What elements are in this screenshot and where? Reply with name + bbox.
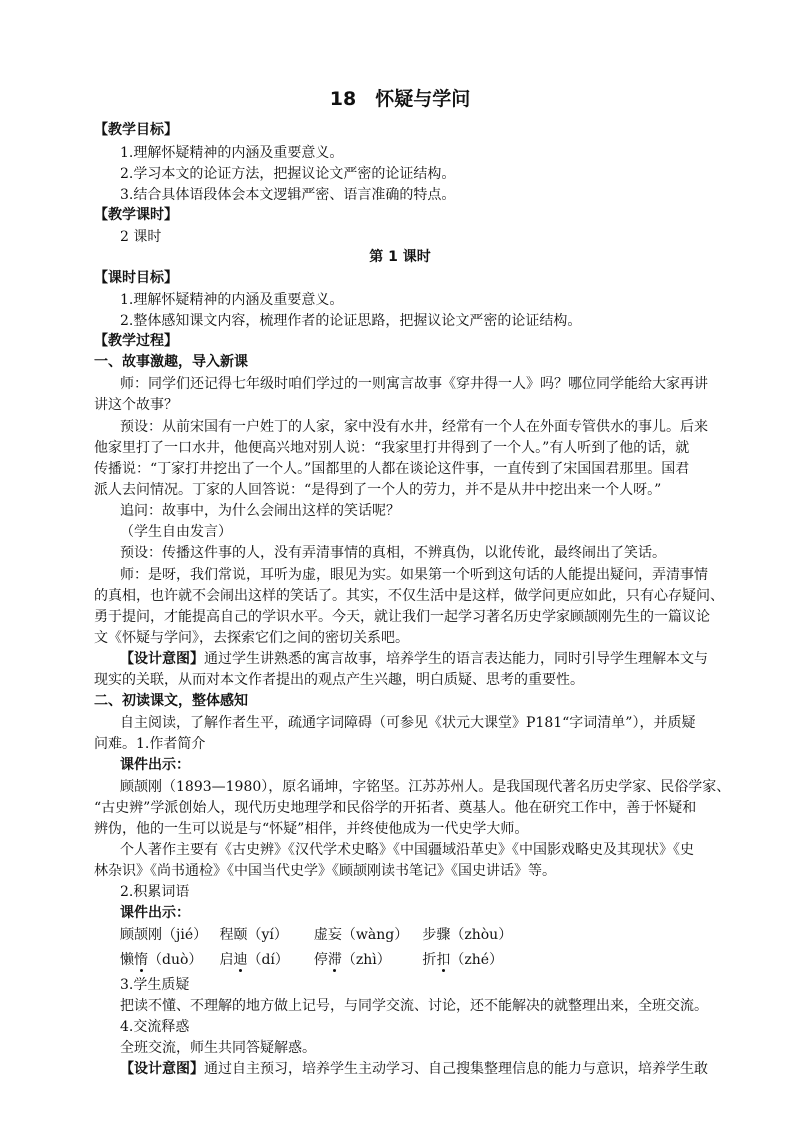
paragraph-line: 文《怀疑与学问》，去探索它们之间的密切关系吧。	[94, 630, 409, 646]
lesson-goal-item: 2.整体感知课文内容，梳理作者的论证思路，把握议论文严密的论证结构。	[120, 313, 582, 329]
section-2-heading: 二、初读课文，整体感知	[94, 693, 248, 709]
vocab-term-text: 折扣（zhé）	[422, 952, 504, 968]
design-intent-line: 现实的关联，从而对本文作者提出的观点产生兴趣，明白质疑、思考的重要性。	[94, 672, 584, 688]
emphasis-dot	[140, 969, 143, 972]
vocab-term: 程颐（yí）	[219, 927, 288, 943]
teaching-goals-heading: 【教学目标】	[94, 122, 178, 138]
paragraph-line: 师：是呀，我们常说，耳听为虚，眼见为实。如果第一个听到这句话的人能提出疑问，弄清事情	[120, 567, 708, 583]
vocab-term	[422, 950, 532, 970]
vocab-term-text: 停滞（zhì）	[313, 952, 391, 968]
courseware-label: 课件出示：	[120, 757, 190, 773]
vocab-term: 虚妄（wàng）	[313, 927, 409, 943]
vocab-term: 顾颉刚（jié）	[120, 927, 208, 943]
vocab-term	[219, 950, 309, 970]
teaching-goal-item: 1.理解怀疑精神的内涵及重要意义。	[120, 145, 344, 161]
step-4-text: 全班交流，师生共同答疑解惑。	[120, 1040, 316, 1056]
vocab-term	[120, 950, 215, 970]
class-hours-value: 2 课时	[120, 229, 162, 245]
author-line: 辨伪，他的一生可以说是与“怀疑”相伴，并终使他成为一代史学大师。	[94, 821, 529, 837]
vocab-term-text: 懒惰（duò）	[120, 952, 203, 968]
step-4-heading: 4.交流释惑	[120, 1019, 190, 1035]
author-line: 林杂识》《尚书通检》《中国当代史学》《顾颉刚读书笔记》《国史讲话》等。	[94, 863, 556, 879]
paragraph-line: 师：同学们还记得七年级时咱们学过的一则寓言故事《穿井得一人》吗？哪位同学能给大家再讲	[120, 376, 708, 392]
teaching-goal-item: 2.学习本文的论证方法，把握议论文严密的论证结构。	[120, 166, 456, 182]
lesson-1-heading: 第 1 课时	[369, 249, 431, 265]
paragraph-line: 追问：故事中，为什么会闹出这样的笑话呢？	[120, 503, 400, 519]
author-line: 个人著作主要有《古史辨》《汉代学术史略》《中国疆域沿革史》《中国影戏略史及其现状》《史	[120, 842, 694, 858]
class-hours-heading: 【教学课时】	[94, 207, 178, 223]
paragraph-line: 预设：传播这件事的人，没有弄清事情的真相，不辨真伪，以讹传讹，最终闹出了笑话。	[120, 545, 666, 561]
vocab-row-2	[120, 950, 532, 970]
design-intent-label: 【设计意图】	[120, 1061, 204, 1077]
paragraph-line: 问难。1.作者简介	[94, 736, 206, 752]
lesson-goal-item: 1.理解怀疑精神的内涵及重要意义。	[120, 292, 344, 308]
paragraph-line: 传播说：“丁家打井挖出了一个人。”国都里的人都在谈论这件事，一直传到了宋国国君那里。国君	[94, 461, 690, 477]
section-1-heading: 一、故事激趣，导入新课	[94, 354, 248, 370]
vocab-term: 步骤（zhòu）	[422, 927, 513, 943]
paragraph-line: 的真相，也许就不会闹出这样的笑话了。其实，不仅生活中是这样，做学问更应如此，只有心存疑问、	[94, 588, 724, 604]
teaching-process-heading: 【教学过程】	[94, 333, 178, 349]
author-line: “古史辨”学派创始人，现代历史地理学和民俗学的开拓者、奠基人。他在研究工作中，善于怀疑和	[94, 800, 697, 816]
emphasis-dot	[333, 969, 336, 972]
paragraph-line: 预设：从前宋国有一户姓丁的人家，家中没有水井，经常有一个人在外面专管供水的事儿。后来	[120, 419, 708, 435]
paragraph-line: 勇于提问，才能提高自己的学识水平。今天，就让我们一起学习著名历史学家顾颉刚先生的一篇议论	[94, 609, 710, 625]
step-3-text: 把读不懂、不理解的地方做上记号，与同学交流、讨论，还不能解决的就整理出来，全班交流。	[120, 998, 708, 1014]
design-intent-text: 通过自主预习，培养学生主动学习、自己搜集整理信息的能力与意识，培养学生敢	[204, 1061, 708, 1077]
author-line: 顾颉刚（1893—1980），原名诵坤，字铭坚。江苏苏州人。是我国现代著名历史学家、民俗学家、	[120, 779, 731, 795]
design-intent-line	[120, 1059, 708, 1079]
design-intent-line	[120, 649, 708, 669]
lesson-goals-heading: 【课时目标】	[94, 270, 178, 286]
vocab-heading: 2.积累词语	[120, 884, 190, 900]
design-intent-label: 【设计意图】	[120, 651, 204, 667]
vocab-row-1	[120, 925, 532, 945]
step-3-heading: 3.学生质疑	[120, 977, 190, 993]
emphasis-dot	[442, 969, 445, 972]
vocab-term	[314, 950, 418, 970]
vocab-term-text: 启迪（dí）	[219, 952, 289, 968]
paragraph-line: 派人去问情况。丁家的人回答说：“是得到了一个人的劳力，并不是从井中挖出来一个人呀。”	[94, 482, 662, 498]
design-intent-text: 通过学生讲熟悉的寓言故事，培养学生的语言表达能力，同时引导学生理解本文与	[204, 651, 708, 667]
paragraph-line: 他家里打了一口水井，他便高兴地对别人说：“我家里打井得到了一个人。”有人听到了他的话，就	[94, 440, 690, 456]
teaching-goal-item: 3.结合具体语段体会本文逻辑严密、语言准确的特点。	[120, 187, 456, 203]
emphasis-dot	[239, 969, 242, 972]
vocab-courseware-label: 课件出示：	[120, 905, 190, 921]
paragraph-line: 讲这个故事？	[94, 397, 178, 413]
lesson-title: 18 怀疑与学问	[329, 88, 471, 110]
paragraph-line: （学生自由发言）	[120, 524, 232, 540]
paragraph-line: 自主阅读，了解作者生平，疏通字词障碍（可参见《状元大课堂》P181“字词清单”），并质疑	[120, 715, 696, 731]
